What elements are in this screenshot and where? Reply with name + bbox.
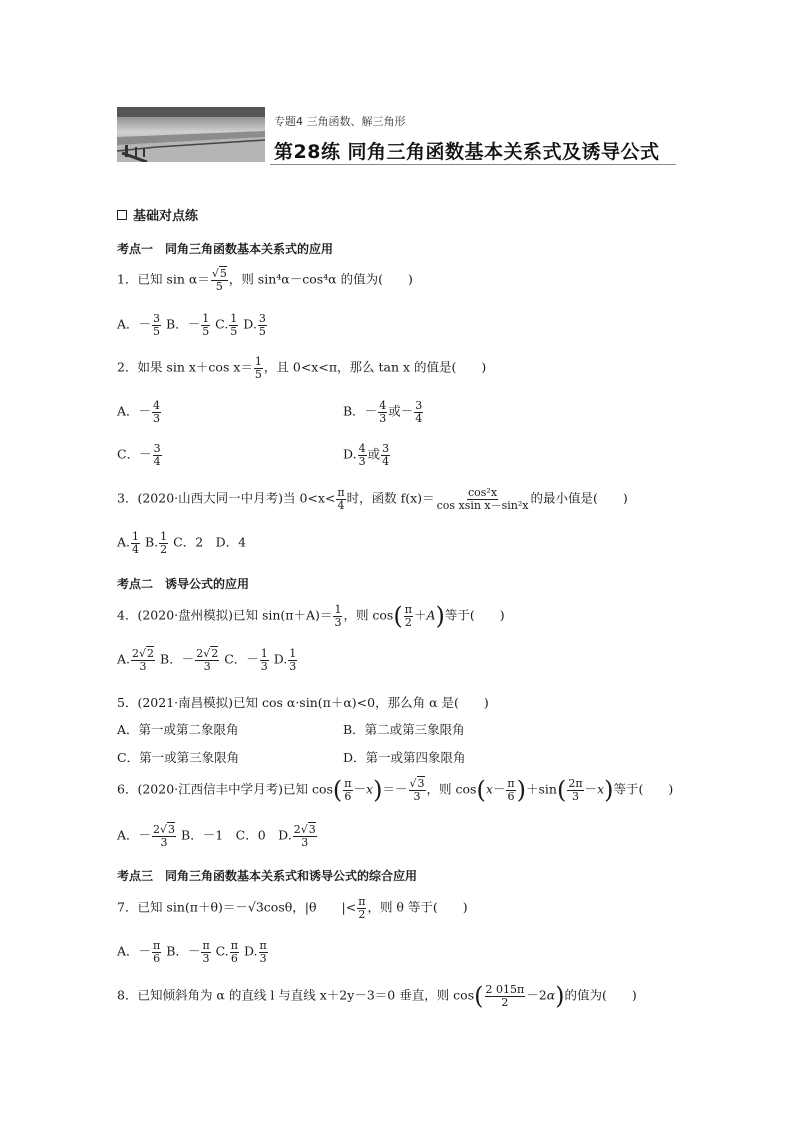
question-5-option-b: B．第二或第三象限角 xyxy=(343,722,465,737)
question-5-option-a: A．第一或第二象限角 xyxy=(117,722,239,737)
question-7-options: A．－ $\frac{\pi}{6}$ B．－ $\frac{\pi}{3}$ C. $\frac{\pi}{6}$ D. $\frac{\pi}{3}$ xyxy=(117,939,267,965)
question-3-options: A. $\frac{1}{4}$ B. $\frac{1}{2}$ C．2 D．4 xyxy=(117,530,247,556)
kaodian-2: 考点二 诱导公式的应用 xyxy=(117,577,250,591)
section-label: 基础对点练 xyxy=(133,209,199,224)
header-photo xyxy=(117,107,265,162)
question-6-options: A．－ $\frac{2√3}{3}$ B．－1 C．0 D. $\frac{2√3}{3}$ xyxy=(117,823,316,849)
question-4: 4．(2020·盘州模拟)已知 sin(π＋A)＝ $\frac{1}{3}$ ，则 cos( $\frac{\pi}{2}$ ＋A)等于( ) xyxy=(117,602,505,631)
question-6: 6．(2020·江西信丰中学月考)已知 cos( $\frac{\pi}{6}$ －x)＝－ $\frac{√3}{3}$ ，则 cos(x－ $\frac{\pi}{6}$ )＋sin( $\frac{2\pi}{3}$ －x)等于( ) xyxy=(117,776,674,805)
question-7: 7．已知 sin(π＋θ)＝－√3cosθ，|θ |< $\frac{\pi}{2}$ ，则 θ 等于( ) xyxy=(117,895,468,921)
question-2-option-a: A．－ $\frac{4}{3}$ xyxy=(117,399,161,425)
question-2-option-d: D. $\frac{4}{3}$ 或 $\frac{3}{4}$ xyxy=(343,442,390,468)
page-title: 第28练 同角三角函数基本关系式及诱导公式 xyxy=(274,141,660,163)
question-8: 8．已知倾斜角为 α 的直线 l 与直线 x＋2y－3＝0 垂直，则 cos( $\frac{2 015\pi}{2}$ －2α)的值为( ) xyxy=(117,982,637,1011)
section-heading xyxy=(117,205,198,224)
question-2: 2．如果 sin x＋cos x＝ $\frac{1}{5}$ ，且 0<x<π，那么 tan x 的值是( ) xyxy=(117,355,487,381)
question-5-option-c: C．第一或第三象限角 xyxy=(117,750,240,765)
kaodian-1: 考点一 同角三角函数基本关系式的应用 xyxy=(117,242,334,256)
question-5: 5．(2021·南昌模拟)已知 cos α·sin(π＋α)<0，那么角 α 是( ) xyxy=(117,695,489,710)
kaodian-3: 考点三 同角三角函数基本关系式和诱导公式的综合应用 xyxy=(117,869,418,883)
question-2-option-c: C．－ $\frac{3}{4}$ xyxy=(117,442,161,468)
checkbox-icon xyxy=(117,210,127,220)
question-5-option-d: D．第一或第四象限角 xyxy=(343,750,466,765)
header-subtitle: 专题4 三角函数、解三角形 xyxy=(274,115,406,128)
question-2-option-b: B．－ $\frac{4}{3}$ 或－ $\frac{3}{4}$ xyxy=(343,399,423,425)
question-1-options: A．－ $\frac{3}{5}$ B．－ $\frac{1}{5}$ C. $\frac{1}{5}$ D. $\frac{3}{5}$ xyxy=(117,312,266,338)
header-divider xyxy=(270,164,676,165)
question-1: 1．已知 sin α＝ $\frac{√5}{5}$ ，则 sin⁴α－cos⁴α 的值为( ) xyxy=(117,267,413,293)
question-4-options: A. $\frac{2√2}{3}$ B．－ $\frac{2√2}{3}$ C．－ $\frac{1}{3}$ D. $\frac{1}{3}$ xyxy=(117,647,297,673)
question-3: 3．(2020·山西大同一中月考)当 0<x< $\frac{\pi}{4}$ 时，函数 f(x)＝ $\frac{\text{cos²x}}{\text{cos xsin x－sin²x}}$ 的最小值是( ) xyxy=(117,486,628,512)
